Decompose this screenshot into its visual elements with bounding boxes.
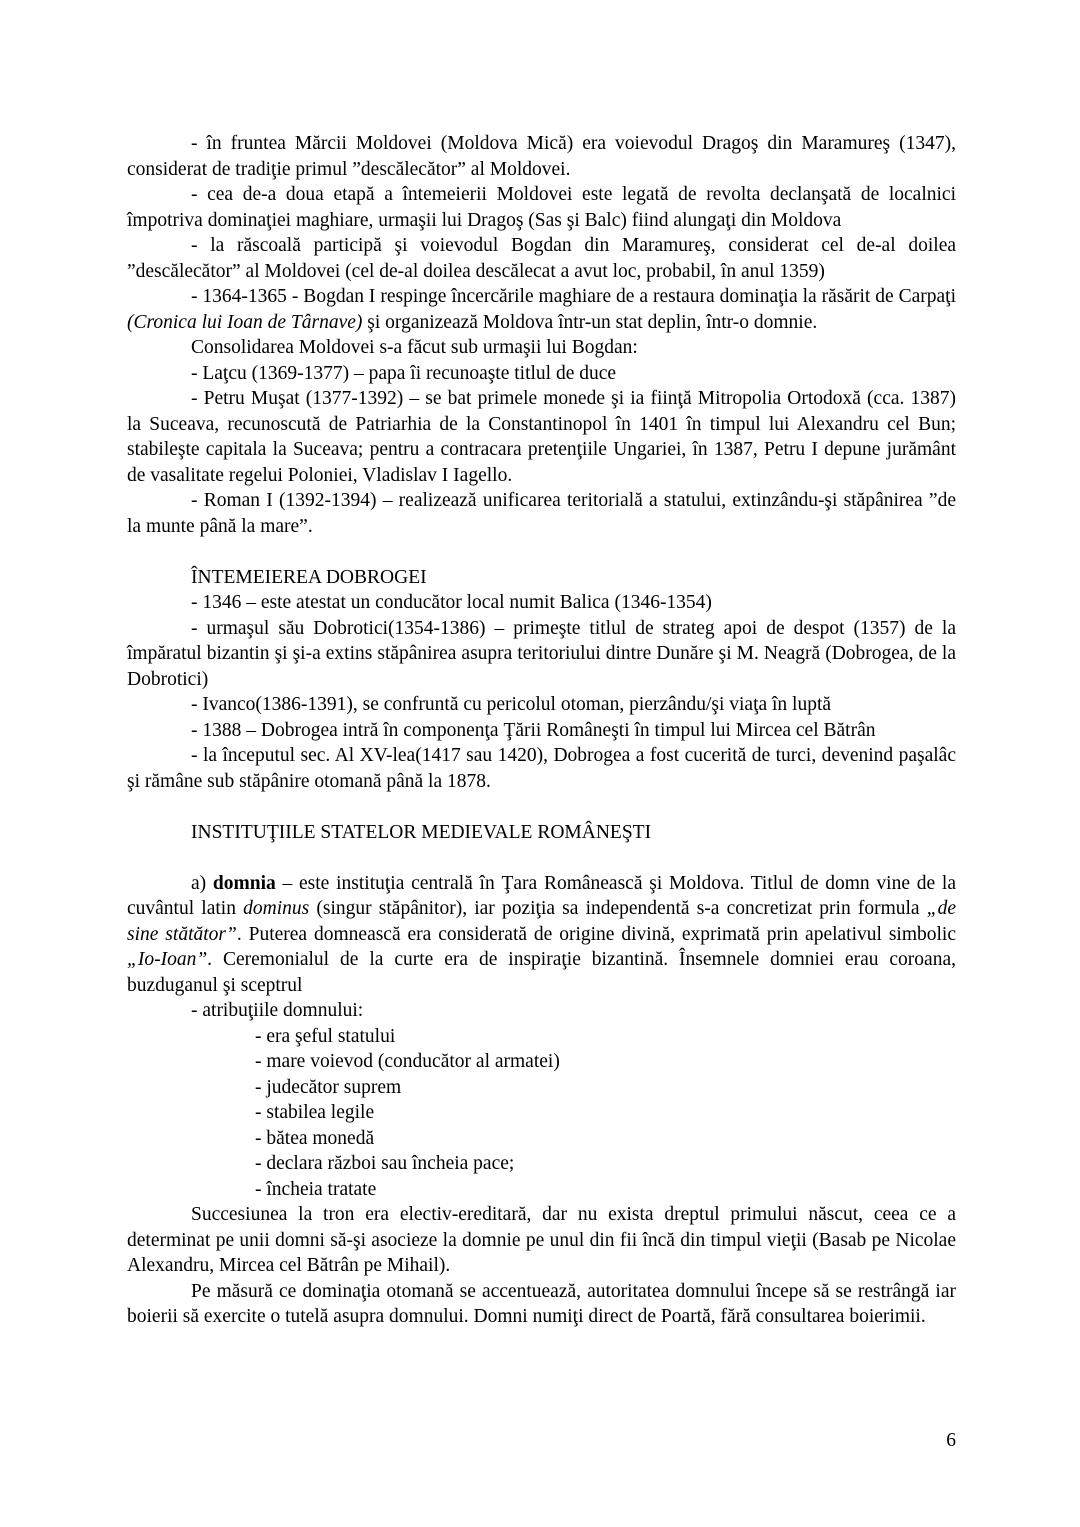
- text-run: . Puterea domnească era considerată de origine divină, exprimată prin apelativul simbolic: [236, 923, 956, 945]
- paragraph: [127, 590, 956, 616]
- paragraph: [127, 488, 956, 539]
- text-run: . Ceremonialul de la curte era de inspiraţie bizantină. Însemnele domniei erau coroana, buzduganul şi sceptrul: [127, 949, 956, 996]
- document-content: [127, 131, 956, 1330]
- text-run: domnia: [212, 872, 276, 894]
- section-heading: [127, 820, 956, 846]
- paragraph: [127, 718, 956, 744]
- text-run: (singur stăpânitor), iar poziţia sa independentă s-a concretizat prin formula: [309, 898, 927, 919]
- blank-line: [127, 845, 956, 871]
- text-run: - urmaşul său Dobrotici(1354-1386) – primeşte titlul de strateg apoi de despot (1357) de la împăratul bizantin şi şi-a extins stăpânirea asupra teritoriului dintre Dunăre şi M. Neagră (Dobrogea, de la Dobrotici): [127, 617, 956, 690]
- paragraph: [127, 131, 956, 182]
- text-run: - Laţcu (1369-1377) – papa îi recunoaşte titlul de duce: [191, 362, 617, 384]
- text-run: ÎNTEMEIEREA DOBROGEI: [191, 566, 427, 588]
- paragraph: [127, 1202, 956, 1279]
- text-run: Consolidarea Moldovei s-a făcut sub urmaşii lui Bogdan:: [191, 337, 638, 358]
- text-run: (Cronica lui Ioan de Târnave): [127, 311, 363, 333]
- paragraph: [127, 361, 956, 387]
- text-run: şi organizează Moldova într-un stat deplin, într-o domnie.: [362, 311, 818, 333]
- text-run: „Io-Ioan”: [127, 949, 208, 970]
- text-run: Pe măsură ce dominaţia otomană se accentuează, autoritatea domnului începe să se restrângă iar boierii să exercite o tutelă asupra domnului. Domni numiţi direct de Poartă, fără consultarea boierimii.: [127, 1280, 956, 1327]
- text-run: - stabilea legile: [255, 1102, 375, 1123]
- text-run: - 1346 – este atestat un conducător local numit Balica (1346-1354): [191, 592, 712, 613]
- text-run: - Ivanco(1386-1391), se confruntă cu pericolul otoman, pierzându/şi viaţa în luptă: [191, 694, 832, 715]
- page-number: 6: [946, 1430, 956, 1451]
- text-run: - cea de-a doua etapă a întemeierii Moldovei este legată de revolta declanşată de localnici împotriva dominaţiei maghiare, urmaşii lui Dragoş (Sas şi Balc) fiind alungaţi din Moldova: [127, 184, 956, 231]
- sub-list-item: [255, 1075, 956, 1101]
- paragraph: [127, 233, 956, 284]
- text-run: - 1364-1365 - Bogdan I respinge încercările maghiare de a restaura dominaţia la răsărit de Carpaţi: [191, 286, 956, 307]
- blank-line: [127, 794, 956, 820]
- paragraph: [127, 182, 956, 233]
- text-run: - Petru Muşat (1377-1392) – se bat primele monede şi ia fiinţă Mitropolia Ortodoxă (cca. 1387) la Suceava, recunoscută de Patriarhia de la Constantinopol în 1401 în timpul lui Alexandru cel Bun; stabileşte capitala la Suceava; pentru a contracara pretenţiile Ungariei, în 1387, Petru I depune jurământ de vasalitate regelui Poloniei, Vladislav I Iagello.: [127, 388, 956, 486]
- paragraph: [127, 692, 956, 718]
- paragraph: [127, 335, 956, 361]
- section-heading: [127, 565, 956, 591]
- text-run: - declara război sau încheia pace;: [255, 1153, 515, 1174]
- text-run: - Roman I (1392-1394) – realizează unificarea teritorială a statului, extinzându-şi stăpânirea ”de la munte până la mare”.: [127, 490, 956, 537]
- text-run: Succesiunea la tron era electiv-ereditară, dar nu exista dreptul primului născut, ceea ce a determinat pe unii domni să-şi asocieze la domnie pe unul din fii încă din timpul vieţii (Basab pe Nicolae Alexandru, Mircea cel Bătrân pe Mihail).: [127, 1204, 956, 1276]
- sub-list-item: [255, 1177, 956, 1203]
- text-run: – este instituţia centrală în Ţara Românească şi Moldova. Titlul de domn vine de la cuvântul latin: [127, 872, 956, 919]
- text-run: - la răscoală participă şi voievodul Bogdan din Maramureş, considerat cel de-al doilea ”descălecător” al Moldovei (cel de-al doilea descălecat a avut loc, probabil, în anul 1359): [127, 235, 956, 282]
- text-run: „de sine stătător”: [127, 898, 956, 945]
- text-run: - era şeful statului: [255, 1025, 396, 1047]
- paragraph: [127, 616, 956, 693]
- text-run: dominus: [243, 898, 310, 919]
- sub-list-item: [255, 1126, 956, 1152]
- text-run: INSTITUŢIILE STATELOR MEDIEVALE ROMÂNEŞTI: [191, 821, 652, 843]
- sub-list-item: [255, 1151, 956, 1177]
- text-run: - bătea monedă: [255, 1127, 375, 1149]
- paragraph: [127, 871, 956, 999]
- text-run: a): [191, 872, 213, 894]
- text-run: - încheia tratate: [255, 1178, 377, 1200]
- text-run: - în fruntea Mărcii Moldovei (Moldova Mică) era voievodul Dragoş din Maramureş (1347), considerat de tradiţie primul ”descălecător” al Moldovei.: [127, 133, 956, 180]
- sub-list-item: [255, 1024, 956, 1050]
- paragraph: [127, 386, 956, 488]
- text-run: - la începutul sec. Al XV-lea(1417 sau 1420), Dobrogea a fost cucerită de turci, devenind paşalâc şi rămâne sub stăpânire otomană până la 1878.: [127, 745, 956, 792]
- paragraph: [127, 1279, 956, 1330]
- text-run: - 1388 – Dobrogea intră în componenţa Ţării Româneşti în timpul lui Mircea cel Bătrân: [191, 719, 876, 741]
- paragraph: [127, 998, 956, 1024]
- text-run: - atribuţiile domnului:: [191, 1000, 364, 1021]
- sub-list-item: [255, 1100, 956, 1126]
- paragraph: [127, 743, 956, 794]
- sub-list-item: [255, 1049, 956, 1075]
- text-run: - judecător suprem: [255, 1076, 402, 1098]
- blank-line: [127, 539, 956, 565]
- paragraph: [127, 284, 956, 335]
- text-run: - mare voievod (conducător al armatei): [255, 1051, 560, 1072]
